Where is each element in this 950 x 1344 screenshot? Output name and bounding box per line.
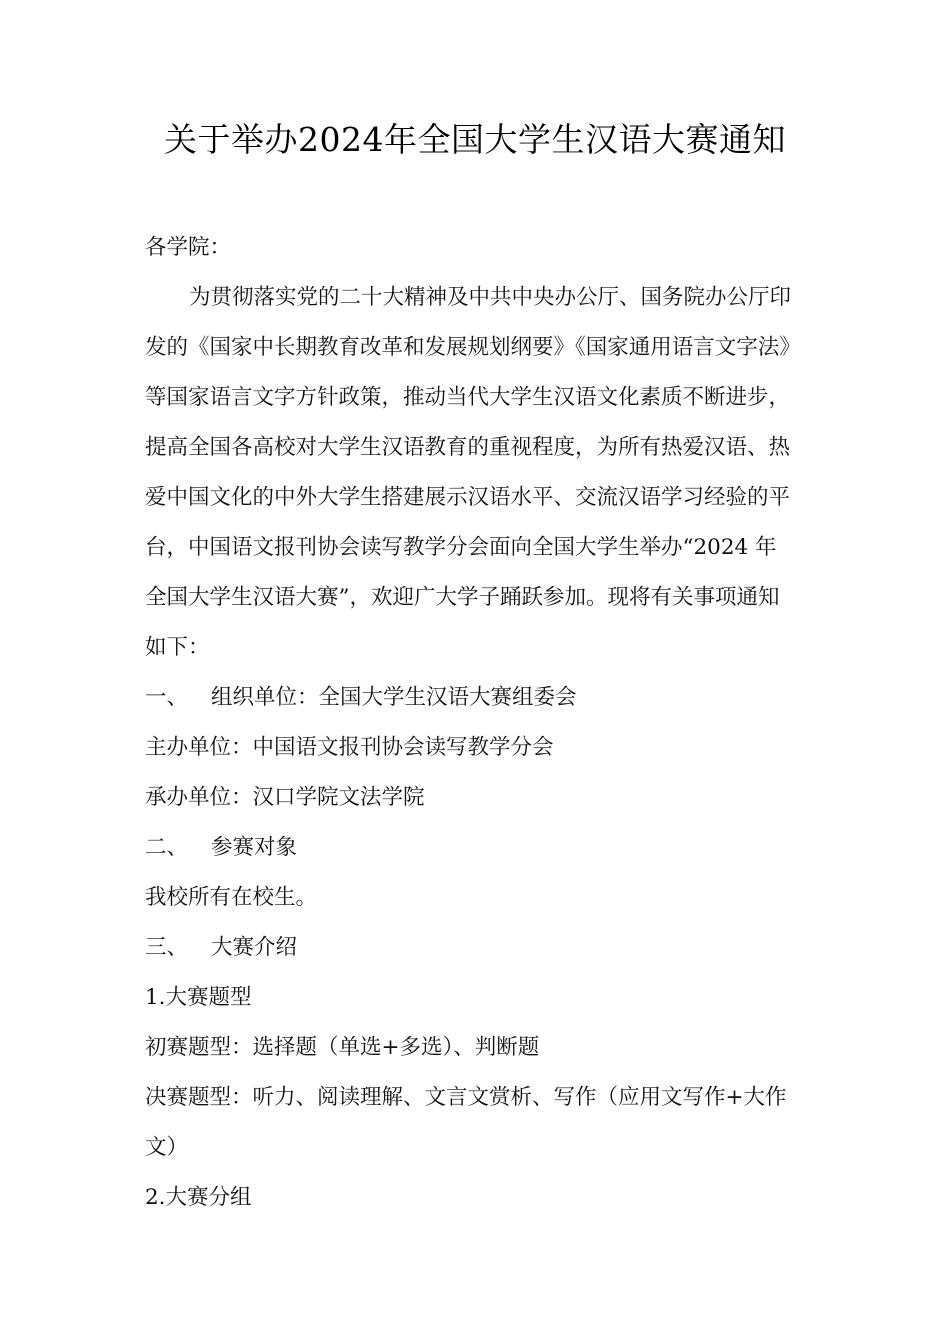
intro-line: 等国家语言文字方针政策，推动当代大学生汉语文化素质不断进步，: [145, 385, 791, 410]
section-heading: [145, 823, 807, 873]
section-line: 1.大赛题型: [145, 985, 252, 1010]
intro-line: 台，中国语文报刊协会读写教学分会面向全国大学生举办“2024 年: [145, 535, 777, 560]
section-heading: [145, 673, 807, 723]
section-participants: [145, 823, 807, 923]
section-line: 决赛题型：听力、阅读理解、文言文赏析、写作（应用文写作+大作: [145, 1085, 787, 1110]
salutation: 各学院：: [145, 235, 232, 260]
section-heading: [145, 923, 807, 973]
section-heading-text: 参赛对象: [211, 835, 298, 860]
section-number: 一、: [145, 685, 189, 710]
section-line: 承办单位：汉口学院文法学院: [145, 785, 425, 810]
document-body: [145, 223, 807, 1223]
section-heading-text: 组织单位：全国大学生汉语大赛组委会: [211, 685, 577, 710]
intro-line: 如下：: [145, 635, 210, 660]
section-line: 2.大赛分组: [145, 1185, 252, 1210]
intro-line: 为贯彻落实党的二十大精神及中共中央办公厅、国务院办公厅印: [189, 285, 792, 310]
intro-line: 全国大学生汉语大赛”，欢迎广大学子踊跃参加。现将有关事项通知: [145, 585, 780, 610]
section-line: 主办单位：中国语文报刊协会读写教学分会: [145, 735, 554, 760]
section-number: 三、: [145, 935, 189, 960]
section-heading-text: 大赛介绍: [211, 935, 298, 960]
section-line: 初赛题型：选择题（单选+多选）、判断题: [145, 1035, 540, 1060]
intro-line: 发的《国家中长期教育改革和发展规划纲要》《国家通用语言文字法》: [145, 335, 801, 360]
section-line: 文）: [145, 1135, 189, 1160]
section-line: 我校所有在校生。: [145, 885, 318, 910]
section-organizer: [145, 673, 807, 823]
intro-paragraph: [145, 273, 807, 673]
document-title: 关于举办2024年全国大学生汉语大赛通知: [164, 120, 786, 159]
section-number: 二、: [145, 835, 189, 860]
intro-line: 爱中国文化的中外大学生搭建展示汉语水平、交流汉语学习经验的平: [145, 485, 791, 510]
intro-line: 提高全国各高校对大学生汉语教育的重视程度，为所有热爱汉语、热: [145, 435, 791, 460]
section-introduction: [145, 923, 807, 1223]
